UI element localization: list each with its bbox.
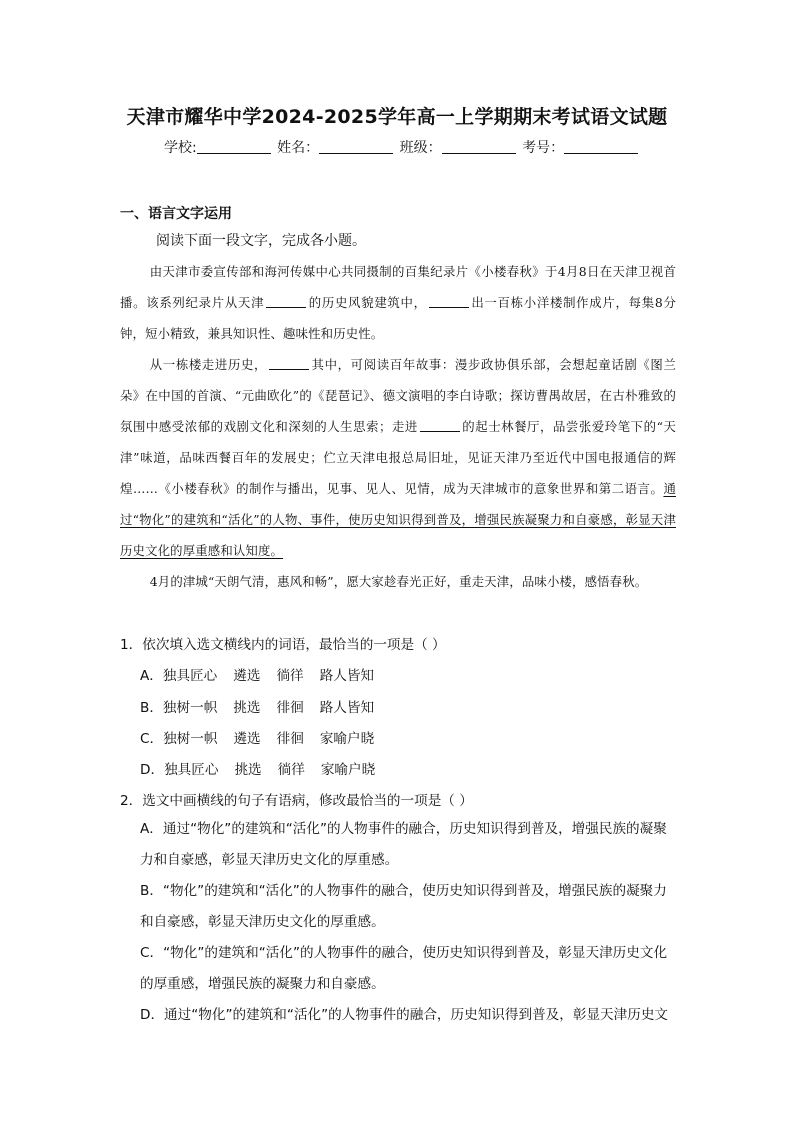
- option-word: 遴选: [233, 668, 261, 684]
- option-word: 徜徉: [276, 668, 304, 684]
- class-blank[interactable]: [442, 139, 516, 154]
- underlined-sentence: 通过“物化”的建筑和“活化”的人物、事件，使历史知识得到普及，增强民族凝聚力和自豪感，彰显天津历史文化的厚重感和认知度。: [120, 481, 676, 558]
- fill-blank: [429, 295, 469, 308]
- passage-paragraph-3: 4月的津城“天朗气清，惠风和畅”，愿大家趁春光正好，重走天津，品味小楼，感悟春秋。: [149, 574, 648, 589]
- name-label: 姓名：: [277, 140, 320, 156]
- passage-text: 的历史风貌建筑中，: [308, 295, 427, 310]
- section-instruction: 阅读下面一段文字，完成各小题。: [156, 233, 366, 249]
- page-title: 天津市耀华中学2024-2025学年高一上学期期末考试语文试题: [126, 106, 668, 128]
- option-word: 独具匠心: [164, 762, 219, 778]
- option-word: 独树一帜: [163, 731, 218, 747]
- school-label: 学校:: [164, 140, 197, 156]
- section-heading: 一、语言文字运用: [120, 206, 232, 222]
- question-2-option-c[interactable]: C．“物化”的建筑和“活化”的人物事件的融合，使历史知识得到普及，彰显天津历史文化的厚重感，增强民族的凝聚力和自豪感。: [140, 945, 668, 992]
- option-word: 独具匠心: [162, 668, 218, 684]
- question-1-option-d[interactable]: [140, 758, 391, 778]
- exam-number-blank[interactable]: [564, 139, 638, 154]
- option-label: A．: [140, 668, 163, 684]
- passage-paragraph-1: [120, 256, 676, 349]
- school-blank[interactable]: [197, 139, 271, 154]
- option-word: 挑选: [233, 700, 261, 716]
- option-word: 独树一帜: [162, 700, 218, 716]
- question-1-option-c[interactable]: [140, 727, 390, 747]
- option-word: 徜徉: [277, 762, 305, 778]
- option-word: 家喻户晓: [319, 731, 375, 747]
- passage-text: 由天津市委宣传部和海河传媒中心共同摄制的百集纪录片《小楼春秋》于4月8日在天津卫视首播。该系列纪录片从天津: [120, 264, 676, 310]
- option-word: 徘徊: [276, 731, 304, 747]
- question-1-option-a[interactable]: [140, 664, 390, 684]
- fill-blank: [269, 357, 309, 370]
- passage-paragraph-2: [120, 349, 676, 566]
- option-label: C．: [140, 731, 164, 747]
- option-word: 路人皆知: [319, 700, 375, 716]
- option-word: 遴选: [233, 731, 261, 747]
- name-blank[interactable]: [319, 139, 393, 154]
- question-1-stem: 1．依次填入选文横线内的词语，最恰当的一项是（ ）: [120, 637, 446, 653]
- option-word: 徘徊: [276, 700, 304, 716]
- option-word: 挑选: [234, 762, 262, 778]
- exam-number-label: 考号：: [522, 140, 565, 156]
- fill-blank: [266, 295, 306, 308]
- class-label: 班级：: [399, 140, 442, 156]
- question-2-option-a[interactable]: A．通过“物化”的建筑和“活化”的人物事件的融合，历史知识得到普及，增强民族的凝聚力和自豪感，彰显天津历史文化的厚重感。: [140, 821, 667, 868]
- student-info-line: [164, 137, 640, 157]
- fill-blank: [420, 419, 460, 432]
- option-word: 路人皆知: [319, 668, 375, 684]
- question-2-option-b[interactable]: B．“物化”的建筑和“活化”的人物事件的融合，使历史知识得到普及，增强民族的凝聚力和自豪感，彰显天津历史文化的厚重感。: [140, 883, 667, 930]
- reading-passage: [120, 256, 676, 597]
- passage-text: 的起士林餐厅，品尝张爱玲笔下的“天津”味道，品味西餐百年的发展史；伫立天津电报总局旧址，见证天津乃至近代中国电报通信的辉煌……《小楼春秋》的制作与播出，见事、见人、见情，成为天津城市的意象世界和第二语言。: [120, 419, 677, 496]
- question-2-stem: 2．选文中画横线的句子有语病，修改最恰当的一项是（ ）: [120, 793, 473, 809]
- passage-text: 从一栋楼走进历史，: [149, 357, 268, 372]
- question-1-option-b[interactable]: [140, 696, 390, 716]
- passage-text: 其中，可阅读百年故事：漫步政协俱乐部，会想起童话剧《图兰朵》在中国的首演、“元曲欧化”的《琵琶记》、德文演唱的李白诗歌；探访曹禺故居，在古朴雅致的氛围中感受浓郁的戏剧文化和深刻的人生思索；走进: [120, 357, 676, 434]
- passage-text: 出一百栋小洋楼制作成片，每集8分钟，短小精致，兼具知识性、趣味性和历史性。: [120, 295, 676, 341]
- option-word: 家喻户晓: [320, 762, 376, 778]
- question-2-option-d[interactable]: D．通过“物化”的建筑和“活化”的人物事件的融合，历史知识得到普及，彰显天津历史文: [140, 1007, 669, 1023]
- option-label: D．: [140, 762, 165, 778]
- option-label: B．: [140, 700, 163, 716]
